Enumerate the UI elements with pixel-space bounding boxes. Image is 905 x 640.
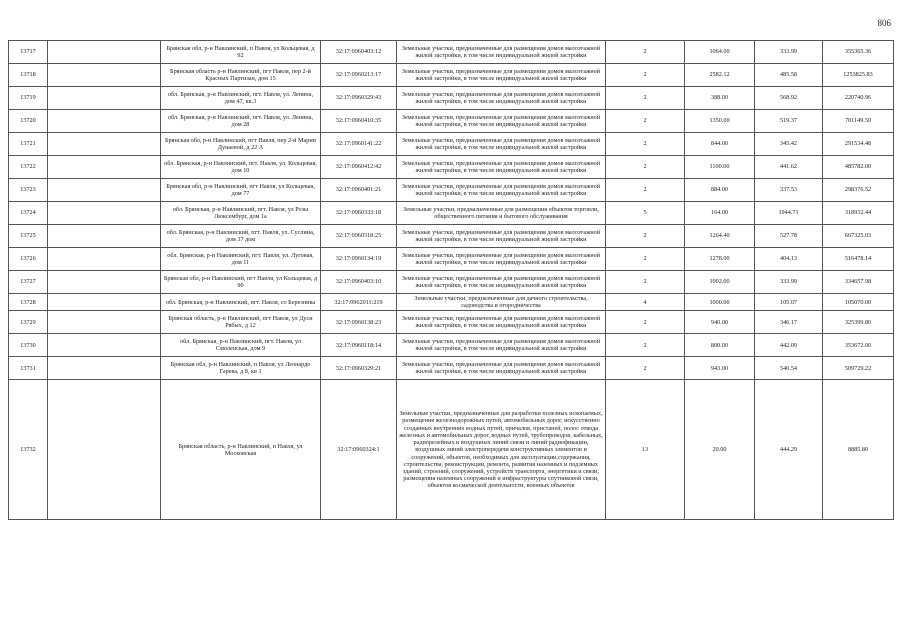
- table-row: [9, 87, 894, 110]
- rate-cell: 442.09: [755, 334, 823, 357]
- row-id: 13727: [9, 271, 48, 294]
- land-use-cell: Земельные участки, предназначенные для размещения домов малоэтажной жилой застройки, в том числе индивидуальной жилой застройки: [397, 87, 606, 110]
- row-id: 13728: [9, 294, 48, 311]
- empty-cell: [48, 133, 161, 156]
- empty-cell: [48, 294, 161, 311]
- cadastral-value-cell: 353672.00: [823, 334, 894, 357]
- category-cell: 2: [606, 133, 685, 156]
- land-use-cell: Земельные участки, предназначенные для дачного строительства, садоводства и огородничества: [397, 294, 606, 311]
- table-row: [9, 294, 894, 311]
- land-use-cell: Земельные участки, предназначенные для размещения домов малоэтажной жилой застройки, в том числе индивидуальной жилой застройки: [397, 133, 606, 156]
- table-row: [9, 311, 894, 334]
- cadastral-value-cell: 516478.14: [823, 248, 894, 271]
- cadastral-value-cell: 509729.22: [823, 357, 894, 380]
- category-cell: 2: [606, 311, 685, 334]
- table-row: [9, 248, 894, 271]
- cadastral-value-cell: 291534.48: [823, 133, 894, 156]
- cadastral-value-cell: 325399.80: [823, 311, 894, 334]
- table-row: [9, 271, 894, 294]
- land-use-cell: Земельные участки, предназначенные для размещения домов малоэтажной жилой застройки, в том числе индивидуальной жилой застройки: [397, 357, 606, 380]
- row-id: 13725: [9, 225, 48, 248]
- row-id: 13729: [9, 311, 48, 334]
- area-cell: 1278.00: [685, 248, 755, 271]
- cadastral-value-cell: 220740.96: [823, 87, 894, 110]
- row-id: 13722: [9, 156, 48, 179]
- category-cell: 2: [606, 41, 685, 64]
- area-cell: 943.00: [685, 357, 755, 380]
- empty-cell: [48, 334, 161, 357]
- rate-cell: 444.29: [755, 380, 823, 520]
- table-row: [9, 64, 894, 87]
- land-use-cell: Земельные участки, предназначенные для размещения домов малоэтажной жилой застройки, в том числе индивидуальной жилой застройки: [397, 225, 606, 248]
- rate-cell: 404.13: [755, 248, 823, 271]
- rate-cell: 568.92: [755, 87, 823, 110]
- address-cell: Брянская область, р-н Навлинский, п Навля, ул Московская: [161, 380, 321, 520]
- table-row: [9, 110, 894, 133]
- address-cell: обл. Брянская, р-н Навлинский, пгт. Навля, ул Розы Люксембург, дом 1а: [161, 202, 321, 225]
- category-cell: 2: [606, 357, 685, 380]
- cadastral-value-cell: 1253825.83: [823, 64, 894, 87]
- land-use-cell: Земельные участки, предназначенные для разработки полезных ископаемых, размещения железнодорожных путей, автомобильных дорог, искусственно созданных внутренних водных путей, причалов, пристаней, полос отвода железных и автомобильных дорог, водных путей, трубопроводов, кабельных, радиорелейных и воздушных линий связи и линий радиофикации, воздушных линий электропередачи конструктивных элементов и сооружений, объектов, необходимых для эксплуатации,содержания, строительства, реконструкции, ремонта, развития наземных и подземных зданий, строений, сооружений, устройств транспорта, энергетики и связи; размещения наземных сооружений и инфраструктуры спутниковой связи, объектов космической деятельности, военных объектов: [397, 380, 606, 520]
- rate-cell: 1944.71: [755, 202, 823, 225]
- address-cell: обл. Брянская, р-н Навлинский, пгт. Навля, ул. Суслина, дом 37 дом: [161, 225, 321, 248]
- table-row: [9, 357, 894, 380]
- cadastral-number-cell: 32:17:0960213:17: [321, 64, 397, 87]
- area-cell: 1264.40: [685, 225, 755, 248]
- category-cell: 2: [606, 156, 685, 179]
- table-row: [9, 225, 894, 248]
- row-id: 13718: [9, 64, 48, 87]
- table-row: [9, 334, 894, 357]
- empty-cell: [48, 311, 161, 334]
- category-cell: 2: [606, 64, 685, 87]
- empty-cell: [48, 110, 161, 133]
- empty-cell: [48, 156, 161, 179]
- cadastral-number-cell: 32:17:0960118:14: [321, 334, 397, 357]
- address-cell: Брянская обл, р-н Навлинский, пгт Навля, ул Кольцевая, дом 77: [161, 179, 321, 202]
- row-id: 13723: [9, 179, 48, 202]
- cadastral-number-cell: 32:17:0960401:21: [321, 179, 397, 202]
- cadastral-number-cell: 32:17:0962011:219: [321, 294, 397, 311]
- cadastral-number-cell: 32:17:0960403:12: [321, 41, 397, 64]
- land-use-cell: Земельные участки, предназначенные для размещения домов малоэтажной жилой застройки, в том числе индивидуальной жилой застройки: [397, 248, 606, 271]
- rate-cell: 346.17: [755, 311, 823, 334]
- land-use-cell: Земельные участки, предназначенные для размещения домов малоэтажной жилой застройки, в том числе индивидуальной жилой застройки: [397, 311, 606, 334]
- cadastral-number-cell: 32:17:0960324:1: [321, 380, 397, 520]
- category-cell: 2: [606, 179, 685, 202]
- category-cell: 2: [606, 334, 685, 357]
- address-cell: обл. Брянская, р-н Навлинский, пгт. Навля, ул. Кольцевая, дом 10: [161, 156, 321, 179]
- land-use-cell: Земельные участки, предназначенные для размещения домов малоэтажной жилой застройки, в том числе индивидуальной жилой застройки: [397, 271, 606, 294]
- empty-cell: [48, 41, 161, 64]
- empty-cell: [48, 380, 161, 520]
- address-cell: Брянская область р-н Навлинский, пгт Навля, пер 2-й Красных Партизан, дом 15: [161, 64, 321, 87]
- land-use-cell: Земельные участки, предназначенные для размещения объектов торговли, общественного питания и бытового обслуживания: [397, 202, 606, 225]
- rate-cell: 105.07: [755, 294, 823, 311]
- rate-cell: 527.78: [755, 225, 823, 248]
- row-id: 13717: [9, 41, 48, 64]
- row-id: 13720: [9, 110, 48, 133]
- rate-cell: 337.53: [755, 179, 823, 202]
- area-cell: 1000.00: [685, 294, 755, 311]
- land-use-cell: Земельные участки, предназначенные для размещения домов малоэтажной жилой застройки, в том числе индивидуальной жилой застройки: [397, 64, 606, 87]
- area-cell: 1100.00: [685, 156, 755, 179]
- row-id: 13719: [9, 87, 48, 110]
- cadastral-value-cell: 355365.36: [823, 41, 894, 64]
- table-row: [9, 380, 894, 520]
- land-use-cell: Земельные участки, предназначенные для размещения домов малоэтажной жилой застройки, в том числе индивидуальной жилой застройки: [397, 110, 606, 133]
- row-id: 13721: [9, 133, 48, 156]
- address-cell: Брянская обл, р-н Навлинский, п Навля, ул Кольцевая, д 92: [161, 41, 321, 64]
- address-cell: Брянская область, р-н Навлинский, пгт Навля, ул Дуси Рябых, д 12: [161, 311, 321, 334]
- land-registry-table: [8, 40, 894, 520]
- cadastral-number-cell: 32:17:0960134:19: [321, 248, 397, 271]
- page-number: 806: [877, 18, 891, 28]
- cadastral-number-cell: 32:17:0960412:42: [321, 156, 397, 179]
- area-cell: 844.00: [685, 133, 755, 156]
- address-cell: обл. Брянская, р-н Навлинский, пгт. Навля, ул. Ленина, дом 28: [161, 110, 321, 133]
- category-cell: 2: [606, 225, 685, 248]
- rate-cell: 345.42: [755, 133, 823, 156]
- cadastral-number-cell: 32:17:0960141:22: [321, 133, 397, 156]
- row-id: 13731: [9, 357, 48, 380]
- cadastral-number-cell: 32:17:0960329:21: [321, 357, 397, 380]
- empty-cell: [48, 357, 161, 380]
- category-cell: 13: [606, 380, 685, 520]
- land-use-cell: Земельные участки, предназначенные для размещения домов малоэтажной жилой застройки, в том числе индивидуальной жилой застройки: [397, 334, 606, 357]
- cadastral-value-cell: 318932.44: [823, 202, 894, 225]
- area-cell: 2582.12: [685, 64, 755, 87]
- rate-cell: 485.58: [755, 64, 823, 87]
- cadastral-number-cell: 32:17:0960333:18: [321, 202, 397, 225]
- area-cell: 940.00: [685, 311, 755, 334]
- row-id: 13726: [9, 248, 48, 271]
- empty-cell: [48, 248, 161, 271]
- address-cell: обл. Брянская, р-н Навлинский, пгт. Навля, ул Смоленская, дом 9: [161, 334, 321, 357]
- address-cell: Брянская обл, р-н Навлинский, п Навля, ул Леонардо Гарева, д 8, кв 1: [161, 357, 321, 380]
- cadastral-value-cell: 334657.98: [823, 271, 894, 294]
- cadastral-value-cell: 105070.00: [823, 294, 894, 311]
- row-id: 13732: [9, 380, 48, 520]
- row-id: 13730: [9, 334, 48, 357]
- category-cell: 2: [606, 87, 685, 110]
- category-cell: 2: [606, 110, 685, 133]
- empty-cell: [48, 64, 161, 87]
- category-cell: 2: [606, 248, 685, 271]
- address-cell: обл. Брянская, р-н Навлинский, пгт. Навля, ул. Ленина, дом 47, кв.3: [161, 87, 321, 110]
- area-cell: 164.00: [685, 202, 755, 225]
- rate-cell: 540.54: [755, 357, 823, 380]
- land-use-cell: Земельные участки, предназначенные для размещения домов малоэтажной жилой застройки, в том числе индивидуальной жилой застройки: [397, 41, 606, 64]
- table-row: [9, 133, 894, 156]
- category-cell: 2: [606, 271, 685, 294]
- row-id: 13724: [9, 202, 48, 225]
- area-cell: 884.00: [685, 179, 755, 202]
- cadastral-value-cell: 701149.50: [823, 110, 894, 133]
- cadastral-number-cell: 32:17:0960329:43: [321, 87, 397, 110]
- rate-cell: 333.99: [755, 41, 823, 64]
- rate-cell: 333.99: [755, 271, 823, 294]
- cadastral-value-cell: 8885.80: [823, 380, 894, 520]
- cadastral-number-cell: 32:17:0960318:25: [321, 225, 397, 248]
- area-cell: 1064.00: [685, 41, 755, 64]
- land-use-cell: Земельные участки, предназначенные для размещения домов малоэтажной жилой застройки, в том числе индивидуальной жилой застройки: [397, 179, 606, 202]
- cadastral-number-cell: 32:17:0960138:23: [321, 311, 397, 334]
- land-use-cell: Земельные участки, предназначенные для размещения домов малоэтажной жилой застройки, в том числе индивидуальной жилой застройки: [397, 156, 606, 179]
- area-cell: 1350.00: [685, 110, 755, 133]
- empty-cell: [48, 179, 161, 202]
- empty-cell: [48, 87, 161, 110]
- table-row: [9, 179, 894, 202]
- cadastral-value-cell: 485782.00: [823, 156, 894, 179]
- address-cell: обл. Брянская, р-н Навлинский, пгт. Навля, со Березника: [161, 294, 321, 311]
- category-cell: 4: [606, 294, 685, 311]
- empty-cell: [48, 225, 161, 248]
- table-row: [9, 41, 894, 64]
- area-cell: 20.00: [685, 380, 755, 520]
- empty-cell: [48, 271, 161, 294]
- table-row: [9, 202, 894, 225]
- rate-cell: 441.62: [755, 156, 823, 179]
- cadastral-number-cell: 32:17:0960403:10: [321, 271, 397, 294]
- area-cell: 388.00: [685, 87, 755, 110]
- cadastral-value-cell: 298376.52: [823, 179, 894, 202]
- empty-cell: [48, 202, 161, 225]
- table-row: [9, 156, 894, 179]
- address-cell: Брянская обл, р-н Навлинский, пгт Навля, пер 2-й Марии Дунаевой, д 22 А: [161, 133, 321, 156]
- cadastral-number-cell: 32:17:0960410:35: [321, 110, 397, 133]
- area-cell: 1002.00: [685, 271, 755, 294]
- cadastral-value-cell: 667325.03: [823, 225, 894, 248]
- category-cell: 5: [606, 202, 685, 225]
- rate-cell: 519.37: [755, 110, 823, 133]
- address-cell: Брянская обл, р-н Навлинский, пгт Навля, ул Кольцевая, д 90: [161, 271, 321, 294]
- area-cell: 800.00: [685, 334, 755, 357]
- address-cell: обл. Брянская, р-н Навлинский, пгт. Навля, ул. Луговая, дом 11: [161, 248, 321, 271]
